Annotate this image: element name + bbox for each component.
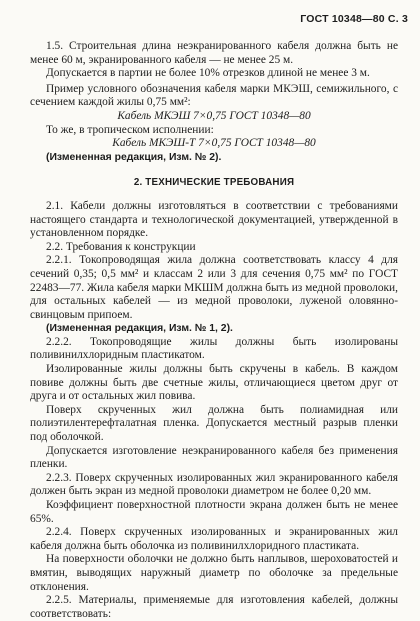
- section-title: 2. ТЕХНИЧЕСКИЕ ТРЕБОВАНИЯ: [133, 177, 295, 189]
- paragraph-2-2-3: 2.2.3. Поверх скрученных изолированных жил экранированного кабеля должен быть экран из медной проволоки диаметром не более 0,20 мм.: [30, 471, 398, 498]
- paragraph-2-2-5: 2.2.5. Материалы, применяемые для изготовления кабелей, должны соответствовать:: [30, 594, 398, 620]
- paragraph-2-2-4: 2.2.4. Поверх скрученных изолированных и экранированных жил кабеля должна быть оболочка из поливинилхлоридного пластиката.: [30, 526, 398, 552]
- paragraph-2-2-2: 2.2.2. Токопроводящие жилы должны быть изолированы поливинилхлоридным пластикатом.: [30, 335, 398, 362]
- paragraph-surface: На поверхности оболочки не должно быть наплывов, шероховатостей и вмятин, выводящих наружный диаметр по оболочке за предельные отклонения.: [30, 553, 398, 593]
- tropical-intro: То же, в тропическом исполнении:: [46, 123, 214, 136]
- paragraph-2-2-heading: 2.2. Требования к конструкции: [46, 240, 196, 253]
- paragraph-allowance: Допускается в партии не более 10% отрезков длиной не менее 3 м.: [46, 67, 370, 80]
- designation-example: Пример условного обозначения кабеля марки МКЭШ, семижильного, с сечением каждой жилы 0,75 мм²:: [30, 82, 398, 109]
- document-body: [30, 40, 398, 621]
- revision-note-1: (Измененная редакция, Изм. № 2).: [46, 151, 222, 163]
- paragraph-2-2-1: 2.2.1. Токопроводящая жила должна соответствовать классу 4 для сечений 0,35; 0,5 мм² и классам 2 или 3 для сечения 0,75 мм² по ГОСТ 22483—77. Жила кабеля марки МКШМ должна быть из медной проволоки, для остальных кабелей — из медной проволоки, луженой оловянно-свинцовым припоем.: [30, 254, 398, 321]
- revision-note-2: (Измененная редакция, Изм. № 1, 2).: [46, 323, 233, 335]
- paragraph-coverage: Коэффициент поверхностной плотности экрана должен быть не менее 65%.: [30, 499, 398, 525]
- designation-mkesh: Кабель МКЭШ 7×0,75 ГОСТ 10348—80: [117, 109, 311, 122]
- paragraph-no-film: Допускается изготовление неэкранированного кабеля без применения пленки.: [30, 444, 398, 471]
- designation-mkesh-t: Кабель МКЭШ-Т 7×0,75 ГОСТ 10348—80: [112, 137, 316, 150]
- paragraph-2-1: 2.1. Кабели должны изготовляться в соответствии с требованиями настоящего стандарта и технологической документацией, утвержденной в установленном порядке.: [30, 199, 398, 240]
- paragraph-film: Поверх скрученных жил должна быть полиамидная или полиэтилентерефталатная пленка. Допускается местный разрыв пленки под оболочкой.: [30, 403, 398, 444]
- page-header: ГОСТ 10348—80 С. 3: [300, 13, 408, 25]
- paragraph-1-5: 1.5. Строительная длина неэкранированного кабеля должна быть не менее 60 м, экранированного кабеля — не менее 25 м.: [30, 40, 398, 66]
- paragraph-twisting: Изолированные жилы должны быть скручены в кабель. В каждом повиве должны быть две счетные жилы, отличающиеся цветом друг от друга и от остальных жил повива.: [30, 363, 398, 403]
